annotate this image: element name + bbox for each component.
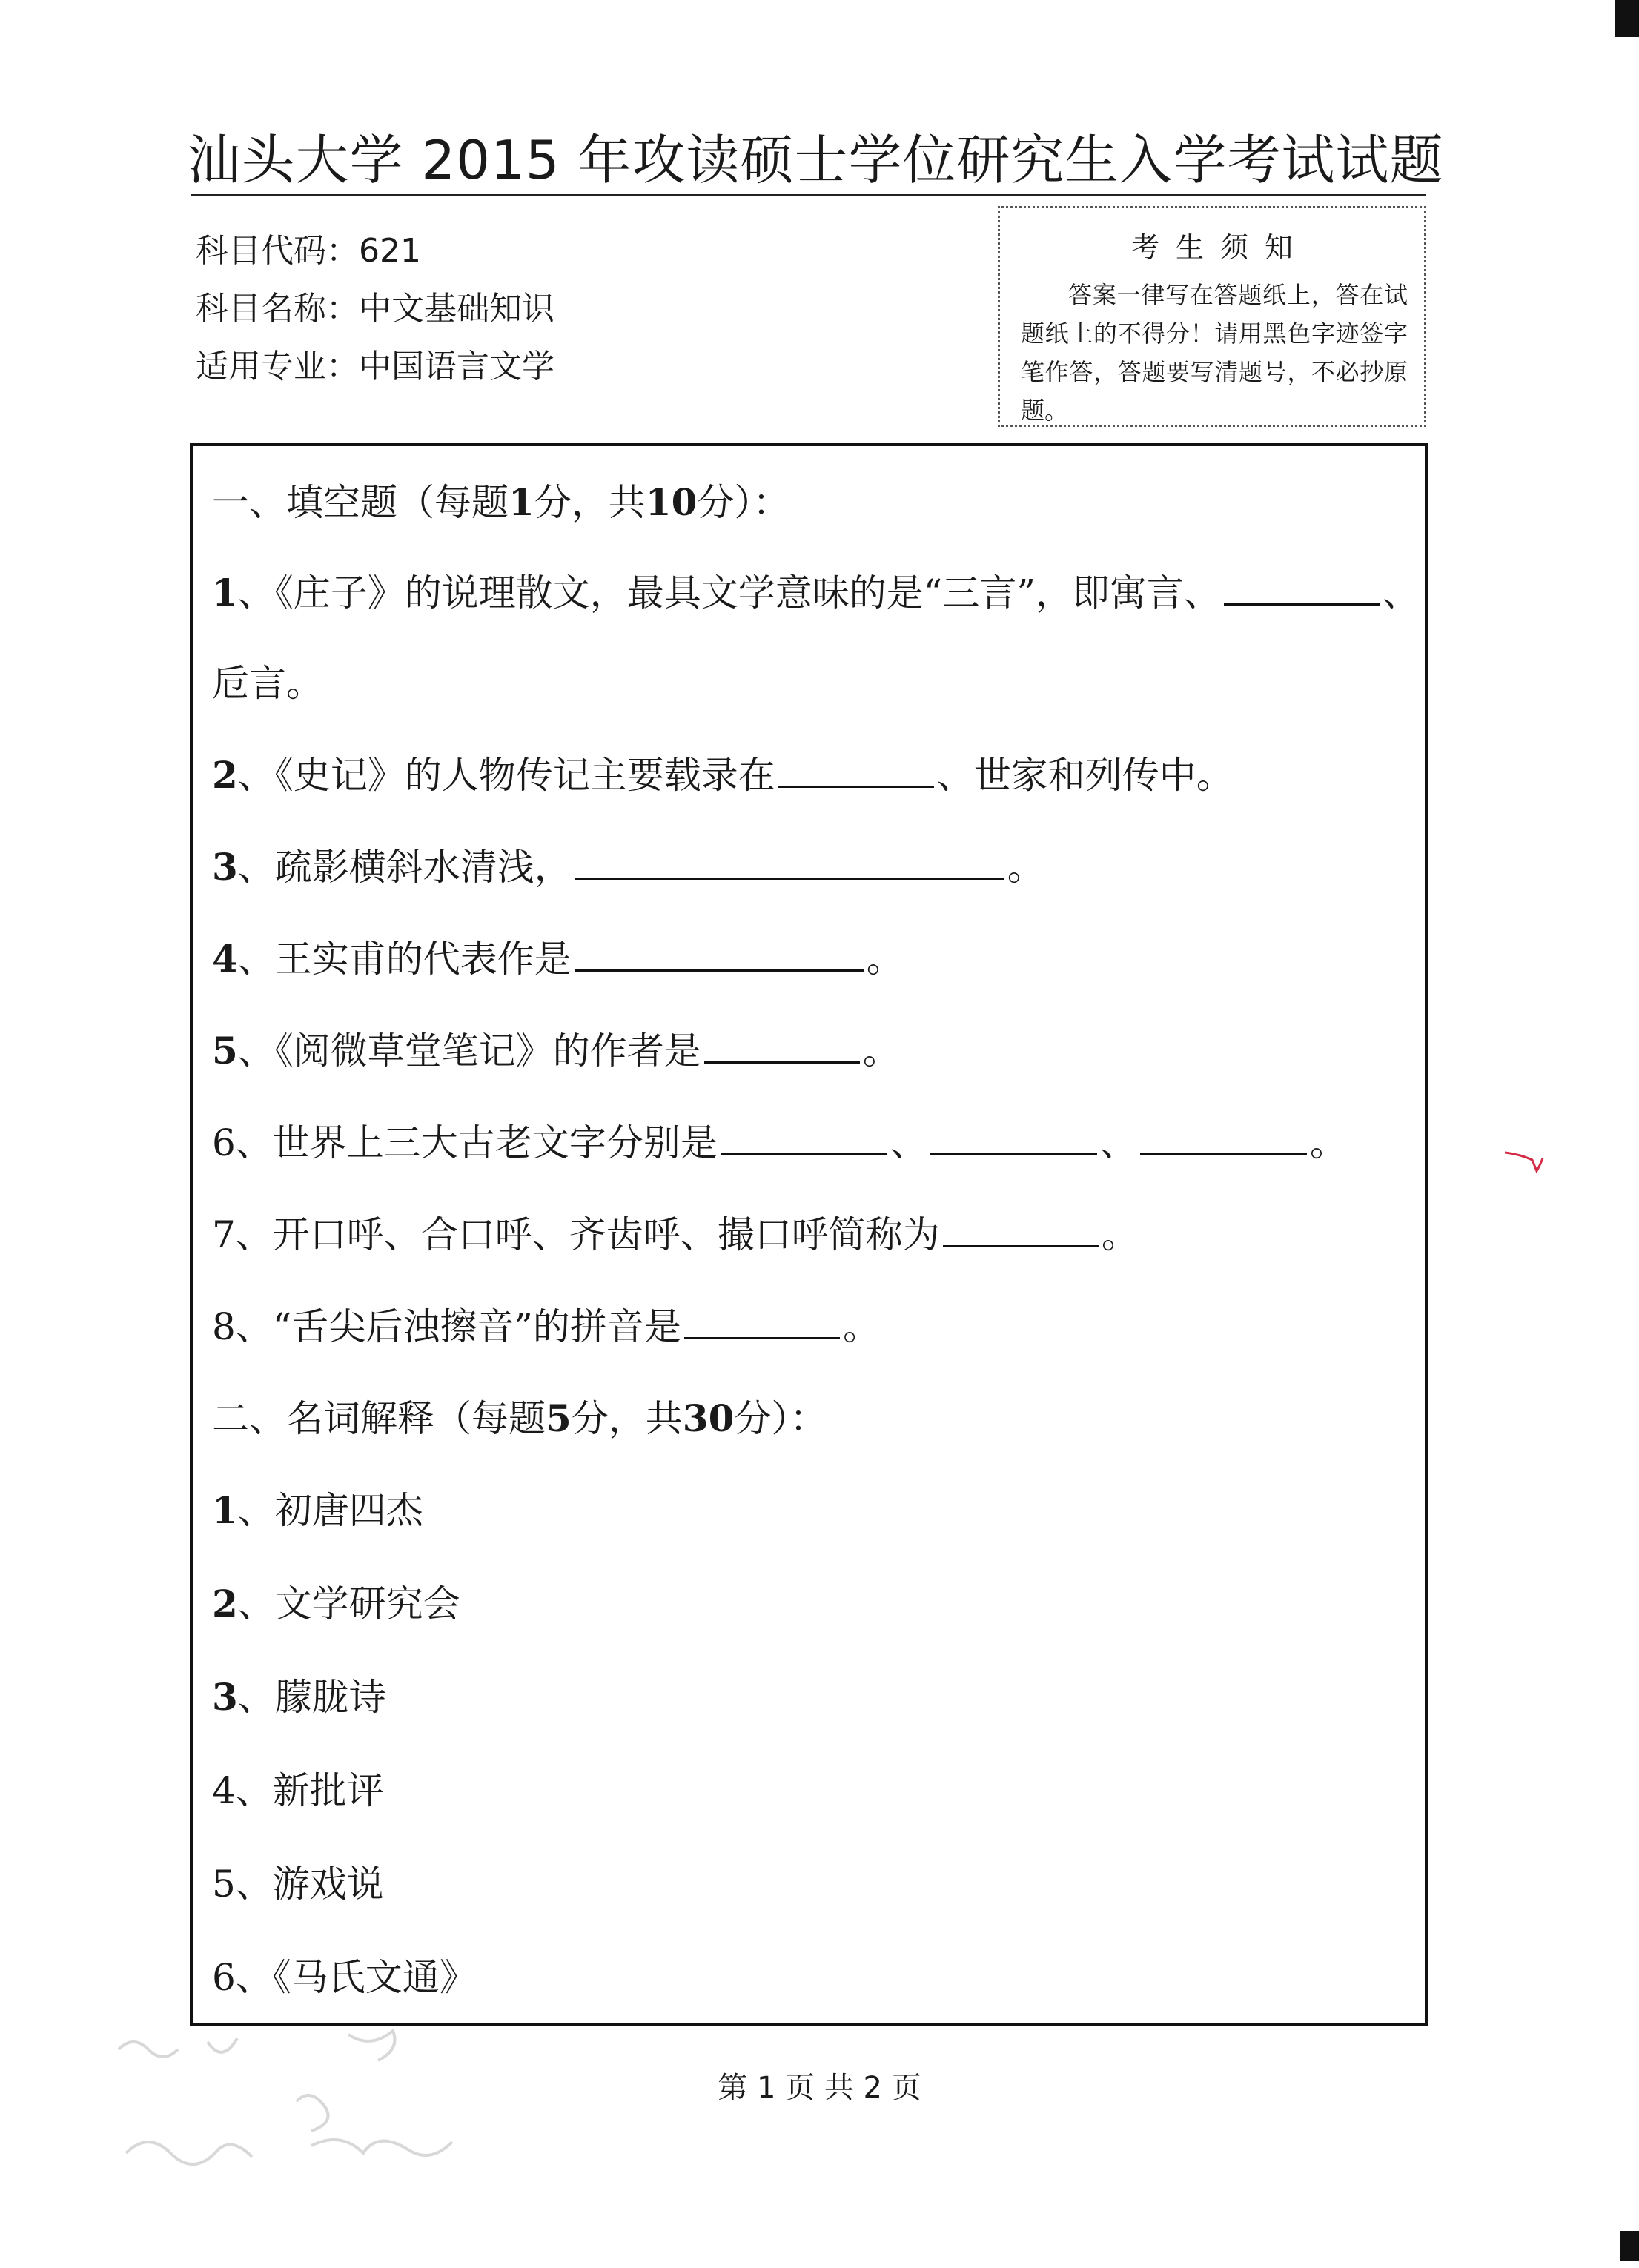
question-1-line1: 1、《庄子》的说理散文，最具文学意味的是“三言”，即寓言、 、 <box>212 571 1420 614</box>
notice-body: 答案一律写在答题纸上，答在试题纸上的不得分！请用黑色字迹签字笔作答，答题要写清题号，不必抄原题。 <box>1021 281 1408 425</box>
answer-blank <box>778 752 934 788</box>
section2-heading: 二、名词解释（每题5分，共30分）： <box>212 1396 827 1440</box>
question-4: 4、王实甫的代表作是 。 <box>212 937 904 981</box>
answer-blank <box>721 1119 887 1155</box>
term-item: 6、《马氏文通》 <box>212 1956 477 1999</box>
answer-blank <box>1140 1119 1307 1155</box>
question-7: 7、开口呼、合口呼、齐齿呼、撮口呼简称为 。 <box>212 1205 1139 1259</box>
scan-mark-top <box>1615 0 1639 37</box>
answer-blank <box>930 1119 1097 1155</box>
section1-heading: 一、填空题（每题1分，共10分）： <box>212 480 790 524</box>
applicable-major: 适用专业：中国语言文学 <box>196 348 554 385</box>
pencil-scribble <box>104 2020 519 2205</box>
answer-blank <box>943 1211 1099 1247</box>
question-6: 6、世界上三大古老文字分别是 、 、 。 <box>212 1113 1347 1167</box>
notice-title: 考生须知 <box>1130 231 1309 264</box>
answer-blank <box>575 935 864 972</box>
exam-title: 汕头大学 2015 年攻读硕士学位研究生入学考试试题 <box>187 129 1444 191</box>
page-number: 第 1 页 共 2 页 <box>718 2071 921 2105</box>
title-underline <box>191 194 1426 196</box>
term-item: 3、朦胧诗 <box>212 1675 386 1719</box>
term-item: 1、初唐四杰 <box>212 1488 423 1532</box>
exam-meta <box>196 222 554 396</box>
answer-blank <box>1224 569 1380 606</box>
scan-mark-bottom <box>1620 2231 1639 2261</box>
term-item: 4、新批评 <box>212 1769 384 1812</box>
answer-blank <box>684 1303 840 1339</box>
question-2: 2、《史记》的人物传记主要载录在 、世家和列传中。 <box>212 753 1234 797</box>
question-5: 5、《阅微草堂笔记》的作者是 。 <box>212 1029 900 1072</box>
answer-blank <box>704 1027 860 1064</box>
term-item: 5、游戏说 <box>212 1863 384 1906</box>
answer-blank <box>575 843 1004 880</box>
question-8: 8、“舌尖后浊擦音”的拼音是 。 <box>212 1297 880 1350</box>
question-3: 3、疏影横斜水清浅， 。 <box>212 845 1044 889</box>
subject-code: 科目代码：621 <box>196 232 421 270</box>
red-pen-mark <box>1501 1138 1546 1182</box>
subject-name: 科目名称：中文基础知识 <box>196 290 554 328</box>
question-1-line2: 卮言。 <box>212 662 323 705</box>
term-item: 2、文学研究会 <box>212 1582 460 1625</box>
candidate-notice-box <box>998 206 1426 427</box>
questions-box <box>190 443 1428 2026</box>
